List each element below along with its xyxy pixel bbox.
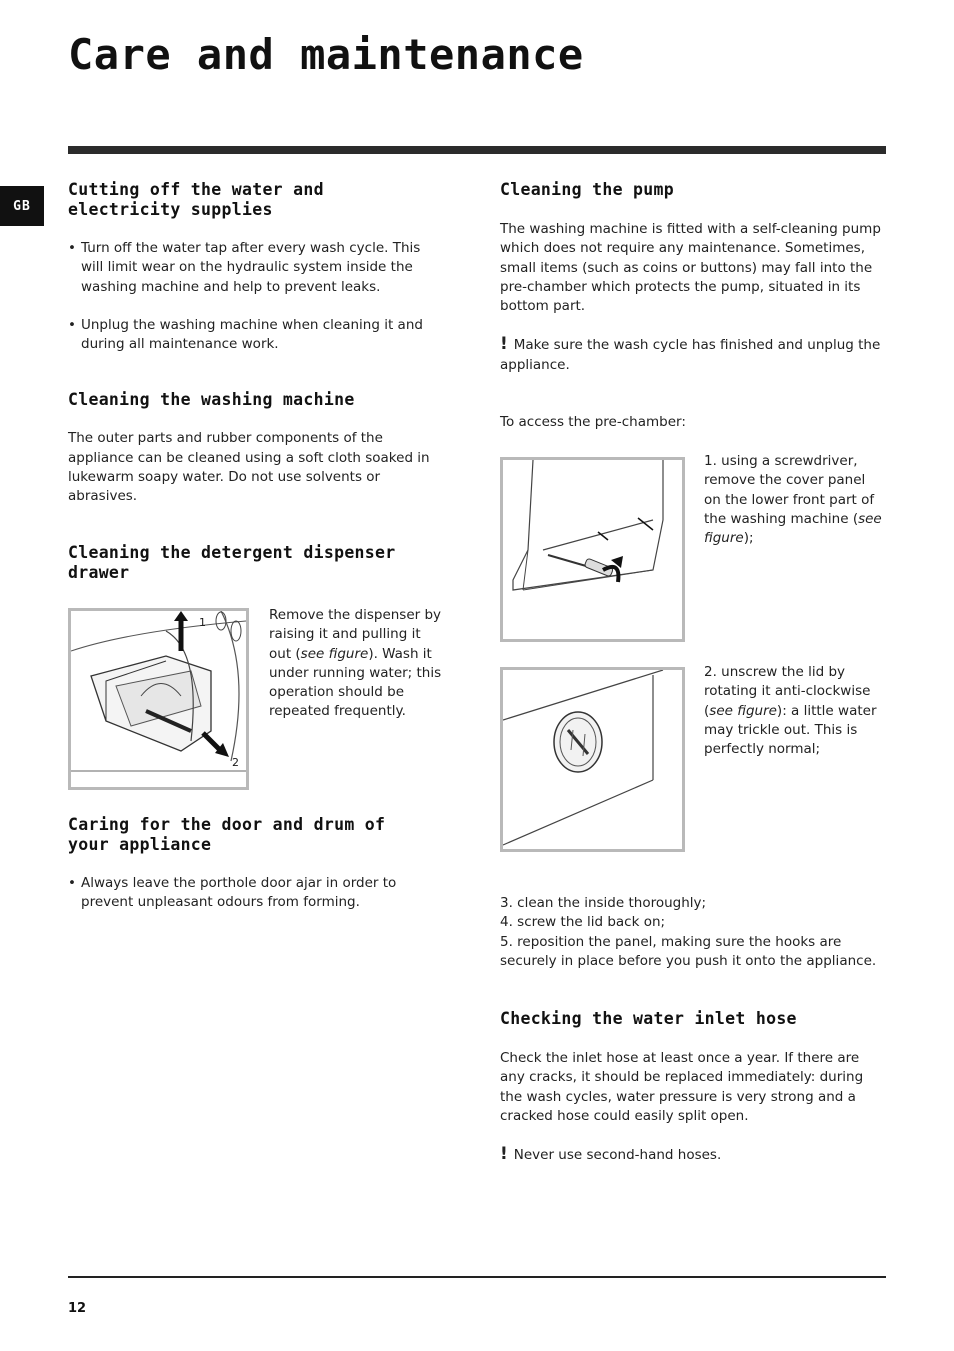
- access-text: To access the pre-chamber:: [500, 414, 686, 431]
- hose-text: Check the inlet hose at least once a year. If there are any cracks, it should be replaced immediately: during the wash cycles, water pressure is very strong and a cracked hose could easily split open.: [500, 1050, 864, 1125]
- footer-rule: [68, 1276, 886, 1278]
- step-5-text: 5. reposition the panel, making sure the hooks are securely in place before you push it onto the appliance.: [500, 933, 877, 969]
- step-4-text: 4. screw the lid back on;: [500, 914, 666, 931]
- dispenser-drawer-illustration: [71, 611, 246, 787]
- step-1-text: 1. using a screwdriver, remove the cover panel on the lower front part of the washing machine (see figure);: [704, 453, 882, 547]
- hose-warning: ! Never use second-hand hoses.: [500, 1144, 722, 1165]
- header-rule: [68, 146, 886, 154]
- pump-lid-illustration: [503, 670, 682, 849]
- see-figure-ref: see figure: [704, 510, 882, 547]
- pump-steps-continued: [500, 894, 886, 1166]
- list-item: • Turn off the water tap after every wash cycle. This will limit wear on the hydraulic system inside the washing machine and help to prevent leaks.: [68, 239, 444, 297]
- pump-warning: ! Make sure the wash cycle has finished and unplug the appliance.: [500, 334, 881, 373]
- dispenser-drawer-figure: [68, 608, 249, 790]
- cutting-off-list: [68, 239, 444, 354]
- pump-lid-figure: [500, 667, 685, 852]
- door-section: [68, 815, 444, 913]
- page-number: 12: [68, 1301, 87, 1316]
- figure-label-2: 2: [232, 756, 239, 769]
- heading-cleaning-machine: Cleaning the washing machine: [68, 390, 355, 410]
- pump-text: The washing machine is fitted with a self-cleaning pump which does not require any maintenance. Sometimes, small items (such as coins or buttons) may fall into the pre-chamber which protects the pump, situated in its bottom part.: [500, 221, 881, 315]
- step-2-text: 2. unscrew the lid by rotating it anti-clockwise (see figure): a little water may trickle out. This is perfectly normal;: [704, 664, 877, 758]
- left-column: [68, 180, 444, 583]
- language-tab: GB: [0, 186, 44, 226]
- list-item: • Always leave the porthole door ajar in order to prevent unpleasant odours from forming.: [68, 874, 444, 913]
- heading-dispenser: Cleaning the detergent dispenser drawer: [68, 542, 396, 582]
- right-column: [500, 180, 886, 432]
- heading-cleaning-pump: Cleaning the pump: [500, 180, 674, 199]
- see-figure-ref: see figure: [709, 702, 777, 719]
- dispenser-text: Remove the dispenser by raising it and pulling it out (see figure). Wash it under running water; this operation should be repeated frequently.: [269, 607, 442, 720]
- heading-door-drum: Caring for the door and drum of your appliance: [68, 815, 386, 854]
- see-figure-ref: see figure: [300, 645, 369, 662]
- page-title: Care and maintenance: [68, 30, 584, 79]
- warning-mark: !: [500, 334, 508, 355]
- warning-mark: !: [500, 1144, 508, 1165]
- cover-panel-figure: [500, 457, 685, 642]
- step-3-text: 3. clean the inside thoroughly;: [500, 895, 707, 911]
- door-list: [68, 874, 444, 913]
- list-item: • Unplug the washing machine when cleaning it and during all maintenance work.: [68, 316, 444, 355]
- heading-inlet-hose: Checking the water inlet hose: [500, 1009, 797, 1029]
- figure-label-1: 1: [199, 616, 206, 629]
- cleaning-machine-text: The outer parts and rubber components of the appliance can be cleaned using a soft cloth soaked in lukewarm soapy water. Do not use solvents or abrasives.: [68, 430, 430, 505]
- heading-cutting-off: Cutting off the water and electricity supplies: [68, 180, 324, 219]
- cover-panel-illustration: [503, 460, 682, 639]
